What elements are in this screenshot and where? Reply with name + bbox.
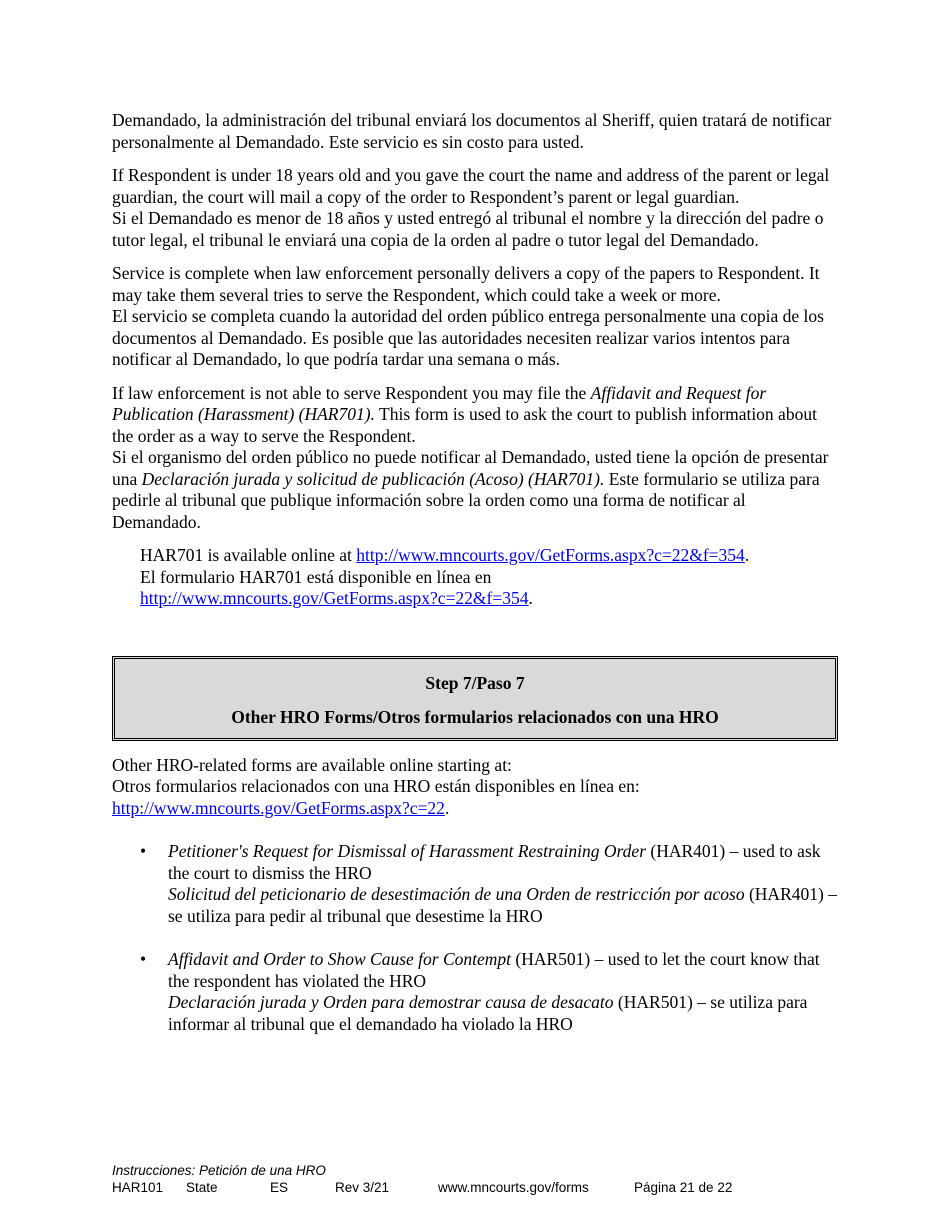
har701-link-en[interactable]: http://www.mncourts.gov/GetForms.aspx?c=22&f=354 — [356, 545, 745, 565]
paragraph-service-sheriff: Demandado, la administración del tribunal enviará los documentos al Sheriff, quien tratará de notificar personalmente al Demandado. Este servicio es sin costo para usted. — [112, 110, 832, 152]
list-item-har501 — [112, 949, 838, 1035]
footer-site: www.mncourts.gov/forms — [438, 1180, 589, 1195]
text-span: Si el organismo del orden público no puede notificar al Demandado, usted tiene la opción de presentar una — [112, 447, 829, 489]
footer-form-id: HAR101 — [112, 1180, 164, 1195]
footer-state: State — [186, 1180, 218, 1195]
text-span: . — [444, 797, 450, 818]
text-span: (HAR501) – se utiliza para informar al tribunal que el demandado ha violado la HRO — [168, 992, 808, 1034]
paragraph-publication-en — [112, 383, 838, 448]
other-forms-intro-en: Other HRO-related forms are available online starting at: — [112, 754, 512, 775]
har701-link-es[interactable]: http://www.mncourts.gov/GetForms.aspx?c=22&f=354 — [140, 588, 529, 608]
text-span: Este formulario se utiliza para pedirle al tribunal que publique información sobre la orden como una forma de notificar al Demandado. — [112, 468, 820, 532]
footer-meta-row — [112, 1179, 838, 1196]
step-subheading: Other HRO Forms/Otros formularios relacionados con una HRO — [231, 706, 719, 727]
paragraph-service-complete — [112, 263, 838, 371]
spacer — [112, 610, 838, 656]
form-title-har701-es: Declaración jurada y solicitud de publicación (Acoso) (HAR701). — [141, 468, 605, 489]
paragraph-service-complete-es: El servicio se completa cuando la autoridad del orden público entrega personalmente una copia de los documentos al Demandado. Es posible que las autoridades necesiten realizar varios intentos para notificar al Demandado, lo que podría tardar una semana o más. — [112, 306, 824, 369]
paragraph-minor-es: Si el Demandado es menor de 18 años y usted entregó al tribunal el nombre y la dirección del padre o tutor legal, el tribunal le enviará una copia de la orden al padre o tutor legal del Demandado. — [112, 208, 824, 250]
paragraph-publication — [112, 383, 838, 534]
har501-es — [168, 992, 838, 1035]
document-body — [112, 110, 838, 1057]
form-title-har401-en: Petitioner's Request for Dismissal of Harassment Restraining Order — [168, 841, 647, 861]
har401-en — [168, 841, 838, 884]
text-span: . — [528, 588, 533, 608]
paragraph-publication-es — [112, 447, 838, 533]
footer-page-number: Página 21 de 22 — [634, 1180, 733, 1195]
har401-es — [168, 884, 838, 927]
har501-en — [168, 949, 838, 992]
list-item-har401 — [112, 841, 838, 927]
text-span: HAR701 is available online at — [140, 545, 357, 565]
form-title-har401-es: Solicitud del peticionario de desestimación de una Orden de restricción por acoso — [168, 884, 745, 904]
other-forms-intro-es: Otros formularios relacionados con una HRO están disponibles en línea en: — [112, 776, 640, 796]
text-span: This form is used to ask the court to publish information about the order as a way to serve the Respondent. — [112, 404, 817, 446]
form-title-har501-en: Affidavit and Order to Show Cause for Contempt — [168, 949, 512, 969]
text-span: If law enforcement is not able to serve Respondent you may file the — [112, 382, 591, 403]
paragraph-minor-respondent — [112, 165, 838, 251]
other-forms-intro — [112, 755, 838, 820]
har701-es-line: El formulario HAR701 está disponible en línea en — [140, 566, 492, 587]
text-span: (HAR401) – se utiliza para pedir al tribunal que desestime la HRO — [168, 884, 837, 926]
har701-availability — [140, 545, 838, 610]
footer-rev: Rev 3/21 — [335, 1180, 390, 1195]
text-span: (HAR401) – used to ask the court to dismiss the HRO — [168, 841, 821, 883]
footer-title: Instrucciones: Petición de una HRO — [112, 1163, 326, 1178]
paragraph-service-complete-en: Service is complete when law enforcement personally delivers a copy of the papers to Respondent. It may take them several tries to serve the Respondent, which could take a week or more. — [112, 263, 820, 305]
text-span: (HAR501) – used to let the court know that the respondent has violated the HRO — [168, 949, 820, 991]
bullet-icon: • — [140, 949, 147, 969]
form-title-har501-es: Declaración jurada y Orden para demostrar causa de desacato — [168, 992, 614, 1012]
other-forms-list — [112, 841, 838, 1035]
paragraph-minor-en: If Respondent is under 18 years old and you gave the court the name and address of the parent or legal guardian, the court will mail a copy of the order to Respondent’s parent or legal guardian. — [112, 165, 830, 207]
bullet-icon: • — [140, 841, 147, 861]
text-span: . — [744, 545, 750, 565]
footer-lang: ES — [270, 1180, 289, 1195]
har701-en-line — [140, 545, 838, 567]
form-title-har701-en: Affidavit and Request for Publication (Harassment) (HAR701). — [112, 382, 767, 424]
other-forms-link[interactable]: http://www.mncourts.gov/GetForms.aspx?c=22 — [112, 797, 445, 818]
har701-es-link-line — [140, 588, 838, 610]
step-7-header-box — [112, 656, 838, 741]
other-forms-link-line — [112, 798, 838, 820]
page-footer — [112, 1162, 838, 1196]
step-heading: Step 7/Paso 7 — [425, 672, 525, 693]
